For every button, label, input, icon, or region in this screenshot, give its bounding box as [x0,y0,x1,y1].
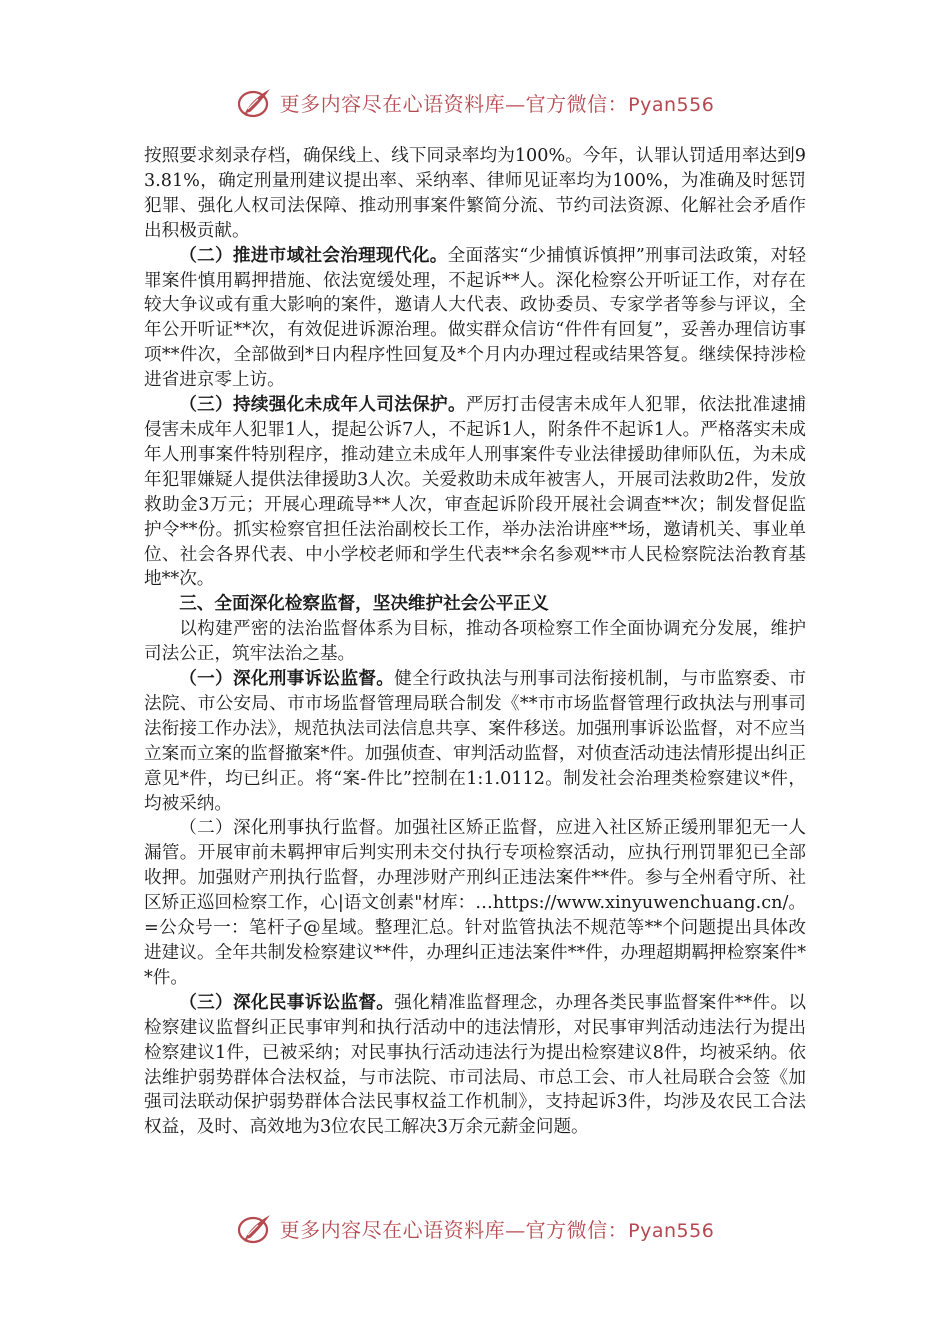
section-heading: 三、全面深化检察监督，坚决维护社会公平正义 [179,593,549,615]
pen-logo-icon [236,85,276,119]
paragraph-heading: （三）深化民事诉讼监督。 [179,991,395,1013]
watermark-text: 更多内容尽在心语资料库—官方微信：Pyan556 [279,1217,715,1242]
footer-watermark-banner [0,1208,950,1248]
document-body [144,144,806,1140]
paragraph: （三）深化民事诉讼监督。强化精准监督理念，办理各类民事监督案件**件。以检察建议监督纠正民事审判和执行活动中的违法情形，对民事审判活动违法行为提出检察建议1件，已被采纳；对民事执行活动违法行为提出检察建议8件，均被采纳。依法维护弱势群体合法权益，与市法院、市司法局、市总工会、市人社局联合会签《加强司法联动保护弱势群体合法民事权益工作机制》，支持起诉3件，均涉及农民工合法权益，及时、高效地为3位农民工解决3万余元薪金问题。 [144,991,806,1138]
paragraph: 以构建严密的法治监督体系为目标，推动各项检察工作全面协调充分发展，维护司法公正，筑牢法治之基。 [144,619,806,665]
header-watermark-banner [0,82,950,122]
paragraph: （二）深化刑事执行监督。加强社区矫正监督，应进入社区矫正缓刑罪犯无一人漏管。开展审前未羁押审后判实刑未交付执行专项检察活动，应执行刑罚罪犯已全部收押。加强财产刑执行监督，办理涉财产刑纠正违法案件**件。参与全州看守所、社区矫正巡回检察工作，心|语文创素"材库：…https://www.xinyuwenchuang.cn/。=公众号一：笔杆子@星域。整理汇总。针对监管执法不规范等**个问题提出具体改进建议。全年共制发检察建议**件，办理纠正违法案件**件，办理超期羁押检察案件**件。 [144,818,806,988]
watermark-text: 更多内容尽在心语资料库—官方微信：Pyan556 [279,91,715,116]
paragraph-heading: （三）持续强化未成年人司法保护。 [179,394,466,416]
paragraph-heading: （二）推进市域社会治理现代化。 [179,244,448,266]
paragraph: （二）推进市域社会治理现代化。全面落实“少捕慎诉慎押”刑事司法政策，对轻罪案件慎用羁押措施、依法宽缓处理，不起诉**人。深化检察公开听证工作，对存在较大争议或有重大影响的案件，邀请人大代表、政协委员、专家学者等参与评议，全年公开听证**次，有效促进诉源治理。做实群众信访“件件有回复”，妥善办理信访事项**件次，全部做到*日内程序性回复及*个月内办理过程或结果答复。继续保持涉检进省进京零上访。 [144,244,806,391]
paragraph-heading: （一）深化刑事诉讼监督。 [179,668,395,690]
paragraph: 按照要求刻录存档，确保线上、线下同录率均为100%。今年，认罪认罚适用率达到93.81%，确定刑量刑建议提出率、采纳率、律师见证率均为100%，为准确及时惩罚犯罪、强化人权司法保障、推动刑事案件繁简分流、节约司法资源、化解社会矛盾作出积极贡献。 [144,146,806,241]
paragraph: （三）持续强化未成年人司法保护。严厉打击侵害未成年人犯罪，依法批准逮捕侵害未成年人犯罪1人，提起公诉7人，不起诉1人，附条件不起诉1人。严格落实未成年人刑事案件特别程序，推动建立未成年人刑事案件专业法律援助律师队伍，为未成年犯罪嫌疑人提供法律援助3人次。关爱救助未成年被害人，开展司法救助2件，发放救助金3万元；开展心理疏导**人次，审查起诉阶段开展社会调查**次；制发督促监护令**份。抓实检察官担任法治副校长工作，举办法治讲座**场，邀请机关、事业单位、社会各界代表、中小学校老师和学生代表**余名参观**市人民检察院法治教育基地**次。 [144,394,806,590]
paragraph: （一）深化刑事诉讼监督。健全行政执法与刑事司法衔接机制，与市监察委、市法院、市公安局、市市场监督管理局联合制发《**市市场监督管理行政执法与刑事司法衔接工作办法》，规范执法司法信息共享、案件移送。加强刑事诉讼监督，对不应当立案而立案的监督撤案*件。加强侦查、审判活动监督，对侦查活动违法情形提出纠正意见*件，均已纠正。将“案-件比”控制在1:1.0112。制发社会治理类检察建议*件，均被采纳。 [144,668,806,814]
pen-logo-icon [236,1211,276,1245]
